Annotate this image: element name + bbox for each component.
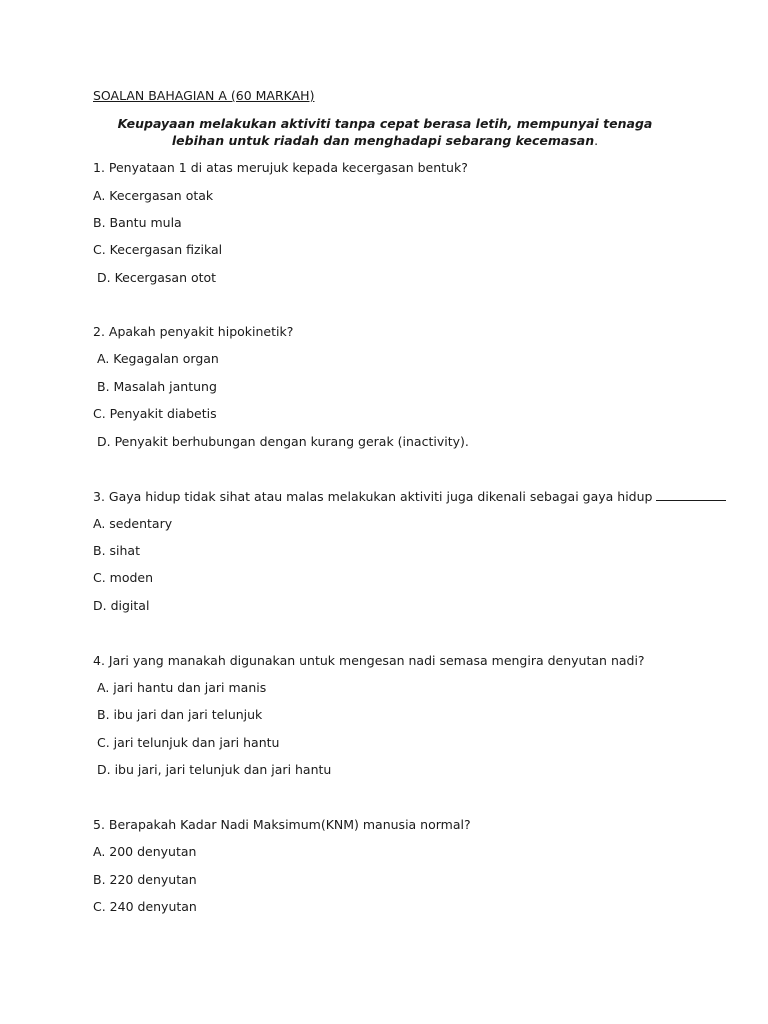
q1-option-b: B. Bantu mula	[93, 215, 182, 230]
q2-option-c: C. Penyakit diabetis	[93, 406, 217, 421]
q1-option-d: D. Kecergasan otot	[97, 270, 217, 285]
question-2: 2. Apakah penyakit hipokinetik?	[93, 324, 294, 339]
q5-option-c: C. 240 denyutan	[93, 899, 197, 914]
stimulus-text: Keupayaan melakukan aktiviti tanpa cepat berasa letih, mempunyai tenaga lebihan untuk riadah dan menghadapi sebarang kecemasan	[117, 116, 653, 148]
q1-option-a: A. Kecergasan otak	[93, 188, 214, 203]
q3-option-a: A. sedentary	[93, 516, 173, 531]
q4-option-b: B. ibu jari dan jari telunjuk	[97, 707, 263, 722]
q3-option-b: B. sihat	[93, 543, 140, 558]
q3-option-d: D. digital	[93, 598, 150, 613]
question-1: 1. Penyataan 1 di atas merujuk kepada kecergasan bentuk?	[93, 160, 468, 175]
q5-option-a: A. 200 denyutan	[93, 844, 197, 859]
question-3	[93, 488, 726, 505]
q5-option-b: B. 220 denyutan	[93, 872, 197, 887]
question-3-text: 3. Gaya hidup tidak sihat atau malas melakukan aktiviti juga dikenali sebagai gaya hidup	[93, 489, 653, 504]
stimulus-end: .	[594, 133, 599, 148]
q2-option-b: B. Masalah jantung	[97, 379, 217, 394]
q4-option-a: A. jari hantu dan jari manis	[97, 680, 267, 695]
q2-option-a: A. Kegagalan organ	[97, 351, 219, 366]
q2-option-d: D. Penyakit berhubungan dengan kurang gerak (inactivity).	[97, 434, 469, 449]
question-4: 4. Jari yang manakah digunakan untuk mengesan nadi semasa mengira denyutan nadi?	[93, 653, 645, 668]
question-5: 5. Berapakah Kadar Nadi Maksimum(KNM) manusia normal?	[93, 817, 471, 832]
stimulus-statement	[90, 115, 680, 149]
section-heading: SOALAN BAHAGIAN A (60 MARKAH)	[93, 88, 315, 103]
q4-option-c: C. jari telunjuk dan jari hantu	[97, 735, 280, 750]
q1-option-c: C. Kecergasan fizikal	[93, 242, 223, 257]
answer-blank	[656, 488, 726, 501]
q4-option-d: D. ibu jari, jari telunjuk dan jari hantu	[97, 762, 332, 777]
q3-option-c: C. moden	[93, 570, 154, 585]
